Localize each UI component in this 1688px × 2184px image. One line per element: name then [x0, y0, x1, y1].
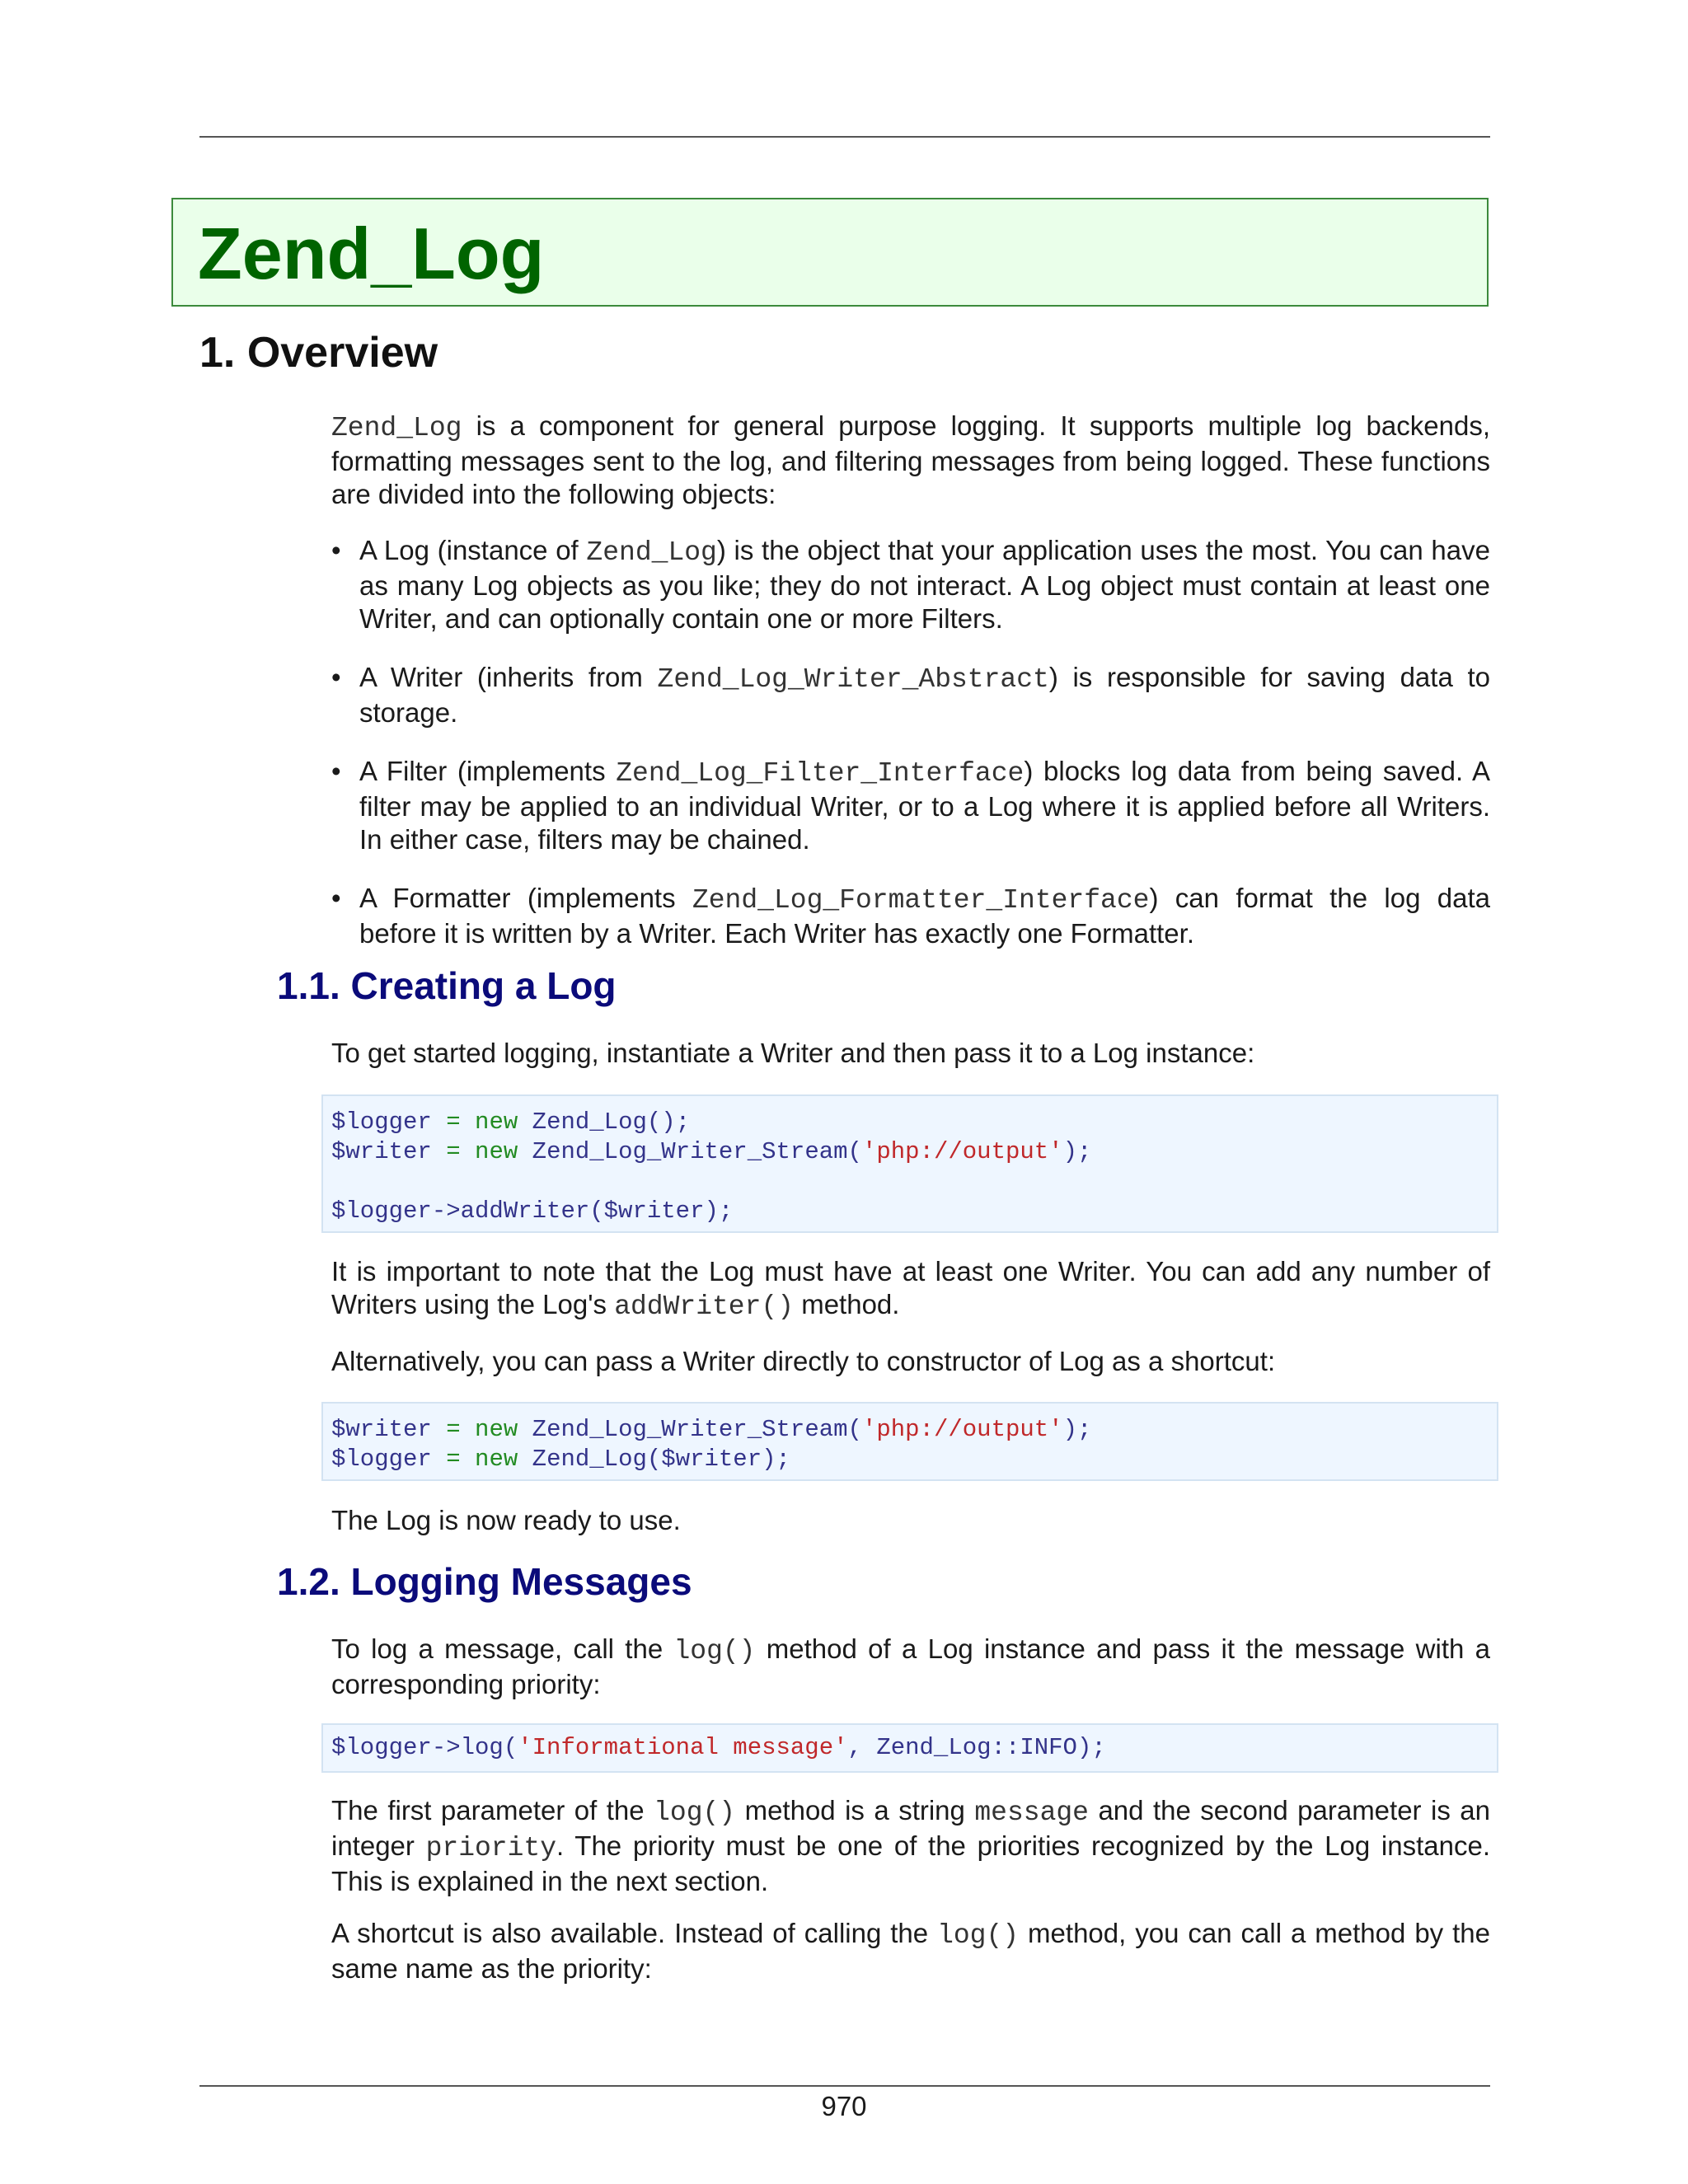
code-block-create-logger: $logger = new Zend_Log(); $writer = new Zend_Log_Writer_Stream('php://output'); $logger->addWriter($writer); — [321, 1094, 1498, 1233]
inline-code: Zend_Log_Writer_Abstract — [657, 664, 1049, 695]
inline-code: Zend_Log_Filter_Interface — [616, 758, 1025, 789]
creating-paragraph-4: The Log is now ready to use. — [331, 1505, 681, 1535]
creating-paragraph-3: Alternatively, you can pass a Writer directly to constructor of Log as a shortcut: — [331, 1346, 1276, 1376]
overview-intro-paragraph: Zend_Log is a component for general purpose logging. It supports multiple log backends, formatting messages sent to the log, and filtering messages from being logged. These functions are divided into the following objects: — [331, 410, 1490, 509]
logging-paragraph-1: To log a message, call the log() method of a Log instance and pass it the message with a corresponding priority: — [331, 1633, 1491, 1699]
code-block-log-message: $logger->log('Informational message', Zend_Log::INFO); — [321, 1723, 1498, 1773]
inline-code: addWriter() — [614, 1291, 795, 1322]
chapter-title-box — [171, 198, 1489, 307]
list-item: • A Formatter (implements Zend_Log_Formatter_Interface) can format the log data before it is written by a Writer. Each Writer has exactly one Formatter. — [331, 883, 1491, 949]
inline-code: Zend_Log — [331, 413, 462, 443]
creating-paragraph-1: To get started logging, instantiate a Writer and then pass it to a Log instance: — [331, 1038, 1255, 1068]
inline-code: log() — [937, 1920, 1020, 1951]
footer-rule — [199, 2085, 1490, 2087]
logging-paragraph-3: A shortcut is also available. Instead of calling the log() method, you can call a method by the same name as the priority: — [331, 1918, 1490, 1984]
chapter-title: Zend_Log — [198, 213, 545, 294]
inline-code: Zend_Log_Formatter_Interface — [692, 885, 1150, 916]
bullet-icon: • — [331, 662, 341, 692]
inline-code: message — [974, 1797, 1089, 1828]
section-heading-overview: 1. Overview — [199, 329, 438, 377]
inline-code: Zend_Log — [586, 537, 717, 568]
list-item: • A Filter (implements Zend_Log_Filter_Interface) blocks log data from being saved. A filter may be applied to an individual Writer, or to a Log where it is applied before all Writers. In either case, filters may be chained. — [331, 756, 1490, 855]
code-block-constructor-shortcut: $writer = new Zend_Log_Writer_Stream('php://output'); $logger = new Zend_Log($writer); — [321, 1402, 1498, 1481]
bullet-icon: • — [331, 883, 341, 913]
list-item: • A Writer (inherits from Zend_Log_Writer_Abstract) is responsible for saving data to storage. — [331, 662, 1490, 728]
inline-code: priority — [425, 1833, 557, 1863]
bullet-icon: • — [331, 535, 341, 565]
overview-bullet-list — [331, 534, 1490, 976]
inline-code: log() — [673, 1636, 756, 1666]
section-heading-logging-messages: 1.2. Logging Messages — [277, 1560, 692, 1603]
creating-paragraph-2: It is important to note that the Log must have at least one Writer. You can add any number of Writers using the Log's addWriter() method. — [331, 1256, 1490, 1322]
list-item: • A Log (instance of Zend_Log) is the object that your application uses the most. You can have as many Log objects as you like; they do not interact. A Log object must contain at least one Writer, and can optionally contain one or more Filters. — [331, 535, 1490, 634]
section-heading-creating-a-log: 1.1. Creating a Log — [277, 964, 617, 1007]
bullet-icon: • — [331, 756, 341, 786]
inline-code: log() — [654, 1797, 736, 1828]
page-number: 970 — [821, 2091, 867, 2121]
header-rule — [199, 136, 1490, 138]
logging-paragraph-2: The first parameter of the log() method is a string message and the second parameter is an integer priority. The priority must be one of the priorities recognized by the Log instance. This is explained in the next section. — [331, 1795, 1490, 1896]
